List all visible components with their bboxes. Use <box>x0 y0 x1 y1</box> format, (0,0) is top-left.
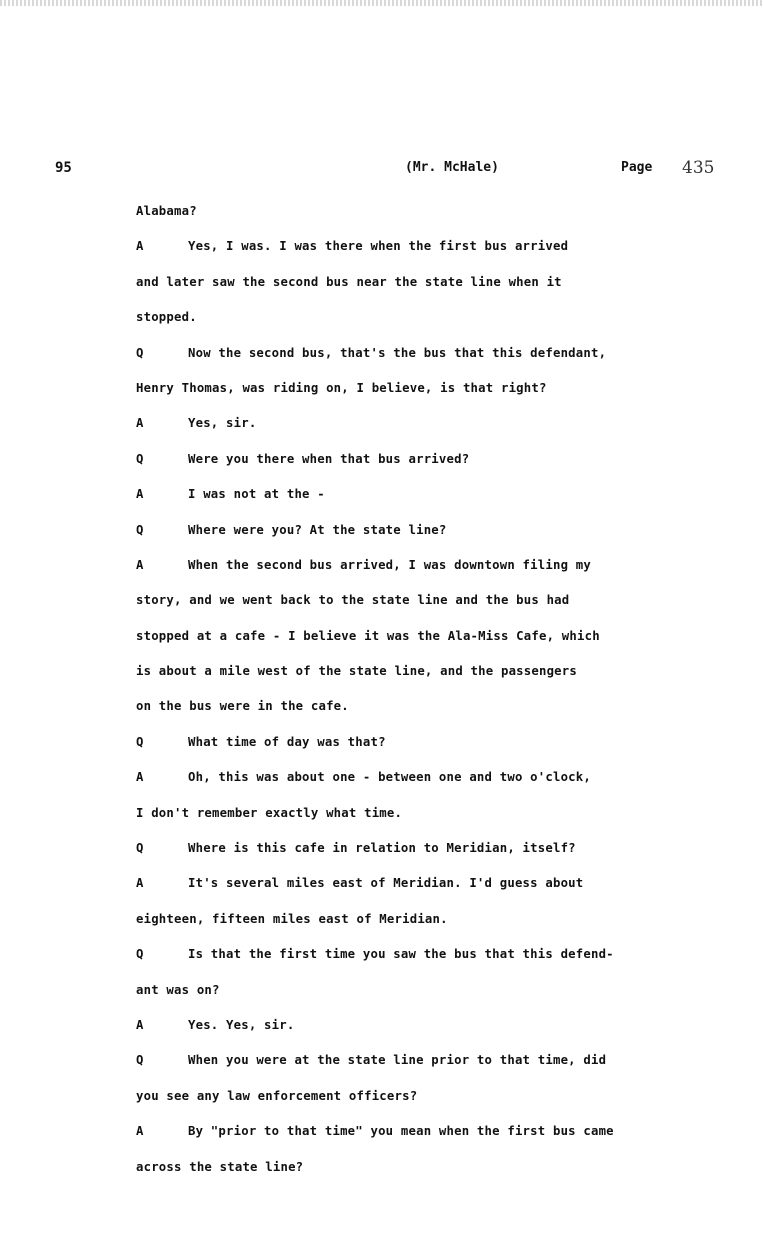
transcript-line <box>0 1124 763 1159</box>
line-text: Now the second bus, that's the bus that this defendant, <box>188 345 607 360</box>
transcript-line <box>0 1018 763 1053</box>
transcript-line <box>0 876 763 911</box>
speaker-label: Q <box>136 522 144 537</box>
transcript-line <box>0 629 763 664</box>
transcript-line <box>0 487 763 522</box>
line-text: Were you there when that bus arrived? <box>188 451 470 466</box>
line-text: eighteen, fifteen miles east of Meridian. <box>136 911 448 926</box>
transcript-line <box>0 664 763 699</box>
transcript-line <box>0 452 763 487</box>
transcript-line <box>0 699 763 734</box>
transcript-line <box>0 770 763 805</box>
transcript-line <box>0 841 763 876</box>
speaker-label: A <box>136 557 144 572</box>
page-label: Page <box>621 160 653 175</box>
transcript-line <box>0 275 763 310</box>
speaker-label: A <box>136 1124 144 1139</box>
transcript-line <box>0 1160 763 1195</box>
line-text: you see any law enforcement officers? <box>136 1088 418 1103</box>
transcript-line <box>0 735 763 770</box>
speaker-label: Q <box>136 734 144 749</box>
line-text: Oh, this was about one - between one and two o'clock, <box>188 770 591 785</box>
line-text: across the state line? <box>136 1159 304 1174</box>
transcript-line <box>0 204 763 239</box>
line-text: story, and we went back to the state line and the bus had <box>136 593 570 608</box>
transcript-line <box>0 593 763 628</box>
line-text: I don't remember exactly what time. <box>136 805 403 820</box>
line-text: Yes. Yes, sir. <box>188 1017 295 1032</box>
speaker-label: A <box>136 416 144 431</box>
transcript-line <box>0 912 763 947</box>
line-text: and later saw the second bus near the state line when it <box>136 274 562 289</box>
line-text: Alabama? <box>136 204 197 218</box>
line-text: What time of day was that? <box>188 734 386 749</box>
transcript-line <box>0 346 763 381</box>
speaker-label: A <box>136 487 144 502</box>
line-text: When you were at the state line prior to that time, did <box>188 1053 607 1068</box>
line-text: By "prior to that time" you mean when the first bus came <box>188 1124 614 1139</box>
transcript-line <box>0 310 763 345</box>
speaker-label: A <box>136 239 144 254</box>
transcript-line <box>0 416 763 451</box>
speaker-label: A <box>136 770 144 785</box>
transcript-line <box>0 558 763 593</box>
speaker-label: A <box>136 876 144 891</box>
line-text: stopped. <box>136 310 197 325</box>
speaker-label: Q <box>136 345 144 360</box>
transcript-line <box>0 381 763 416</box>
speaker-label: Q <box>136 1053 144 1068</box>
transcript-line <box>0 947 763 982</box>
line-text: It's several miles east of Meridian. I'd guess about <box>188 876 584 891</box>
line-text: ant was on? <box>136 982 220 997</box>
line-text: Yes, sir. <box>188 416 257 431</box>
speaker-label: A <box>136 1017 144 1032</box>
line-text: is about a mile west of the state line, and the passengers <box>136 664 577 679</box>
transcript-line <box>0 1089 763 1124</box>
handwritten-page-number: 435 <box>682 158 715 178</box>
scan-top-border <box>0 0 763 6</box>
line-text: Where were you? At the state line? <box>188 522 447 537</box>
line-text: When the second bus arrived, I was downtown filing my <box>188 557 591 572</box>
line-text: stopped at a cafe - I believe it was the Ala-Miss Cafe, which <box>136 628 600 643</box>
transcript-line <box>0 523 763 558</box>
page-header <box>0 160 763 184</box>
transcript-line <box>0 239 763 274</box>
line-text: Henry Thomas, was riding on, I believe, is that right? <box>136 380 547 395</box>
transcript-line <box>0 1053 763 1088</box>
transcript-body <box>0 204 763 1195</box>
transcript-line <box>0 983 763 1018</box>
line-text: I was not at the - <box>188 487 325 502</box>
witness-name: (Mr. McHale) <box>405 160 499 175</box>
speaker-label: Q <box>136 451 144 466</box>
line-text: Yes, I was. I was there when the first bus arrived <box>188 239 569 254</box>
line-text: Is that the first time you saw the bus that this defend- <box>188 947 614 962</box>
speaker-label: Q <box>136 841 144 856</box>
line-text: on the bus were in the cafe. <box>136 699 349 714</box>
transcript-line <box>0 806 763 841</box>
speaker-label: Q <box>136 947 144 962</box>
transcript-page-number: 95 <box>55 160 72 176</box>
line-text: Where is this cafe in relation to Meridian, itself? <box>188 841 576 856</box>
